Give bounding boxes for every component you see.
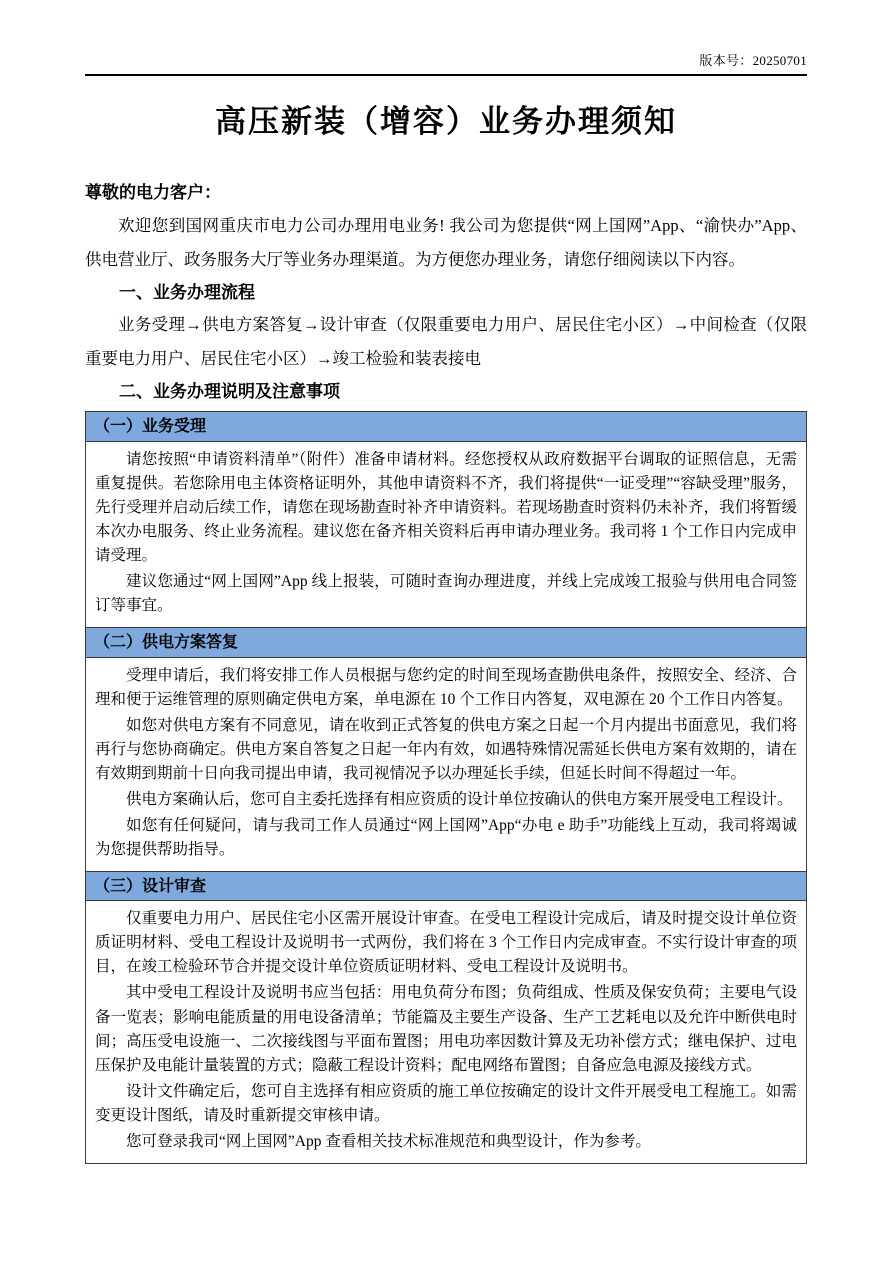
subsection-2-body <box>86 658 806 872</box>
paragraph: 受理申请后，我们将安排工作人员根据与您约定的时间至现场查勘供电条件，按照安全、经济、合理和便于运维管理的原则确定供电方案，单电源在 10 个工作日内答复，双电源在 20 个工作日内答复。 <box>95 666 797 708</box>
section-2-heading: 二、业务办理说明及注意事项 <box>119 381 340 401</box>
paragraph: 仅重要电力用户、居民住宅小区需开展设计审查。在受电工程设计完成后，请及时提交设计单位资质证明材料、受电工程设计及说明书一式两份，我们将在 3 个工作日内完成审查。不实行设计审查的项目，在竣工检验环节合并提交设计单位资质证明材料、受电工程设计及说明书。 <box>95 910 797 976</box>
paragraph: 建议您通过“网上国网”App 线上报装，可随时查询办理进度，并线上完成竣工报验与供用电合同签订等事宜。 <box>95 573 797 615</box>
header-rule <box>85 74 807 76</box>
page-title: 高压新装（增容）业务办理须知 <box>215 104 677 139</box>
subsection-1-header: （一）业务受理 <box>86 412 806 442</box>
subsections-table <box>85 411 807 1163</box>
process-flow-text: 业务受理→供电方案答复→设计审查（仅限重要电力用户、居民住宅小区）→中间检查（仅限重要电力用户、居民住宅小区）→竣工检验和装表接电 <box>85 315 807 369</box>
paragraph: 如您有任何疑问，请与我司工作人员通过“网上国网”App“办电 e 助手”功能线上互动，我司将竭诚为您提供帮助指导。 <box>95 816 797 858</box>
paragraph: 如您对供电方案有不同意见，请在收到正式答复的供电方案之日起一个月内提出书面意见，我们将再行与您协商确定。供电方案自答复之日起一年内有效，如遇特殊情况需延长供电方案有效期的，请在有效期到期前十日向我司提出申请，我司视情况予以办理延长手续，但延长时间不得超过一年。 <box>95 716 797 782</box>
intro-paragraph: 欢迎您到国网重庆市电力公司办理用电业务! 我公司为您提供“网上国网”App、“渝快办”App、供电营业厅、政务服务大厅等业务办理渠道。为方便您办理业务，请您仔细阅读以下内容。 <box>85 216 807 270</box>
paragraph: 请您按照“申请资料清单”（附件）准备申请材料。经您授权从政府数据平台调取的证照信息，无需重复提供。若您除用电主体资格证明外，其他申请资料不齐，我们将提供“一证受理”“容缺受理”服务，先行受理并启动后续工作，请您在现场勘查时补齐申请资料。若现场勘查时资料仍未补齐，我们将暂缓本次办电服务、终止业务流程。建议您在备齐相关资料后再申请办理业务。我司将 1 个工作日内完成申请受理。 <box>95 451 797 565</box>
subsection-1-body <box>86 442 806 628</box>
paragraph: 您可登录我司“网上国网”App 查看相关技术标准规范和典型设计，作为参考。 <box>126 1132 651 1150</box>
paragraph: 设计文件确定后，您可自主选择有相应资质的施工单位按确定的设计文件开展受电工程施工。如需变更设计图纸，请及时重新提交审核申请。 <box>95 1082 797 1124</box>
version-label: 版本号：20250701 <box>699 53 807 68</box>
section-1-heading: 一、业务办理流程 <box>119 282 255 302</box>
subsection-3-body <box>86 901 806 1162</box>
salutation: 尊敬的电力客户： <box>85 183 221 202</box>
paragraph: 其中受电工程设计及说明书应当包括：用电负荷分布图；负荷组成、性质及保安负荷；主要电气设备一览表；影响电能质量的用电设备清单；节能篇及主要生产设备、生产工艺耗电以及允许中断供电时间；高压受电设施一、二次接线图与平面布置图；用电功率因数计算及无功补偿方式；继电保护、过电压保护及电能计量装置的方式；隐蔽工程设计资料；配电网络布置图；自备应急电源及接线方式。 <box>95 984 797 1074</box>
subsection-2-header: （二）供电方案答复 <box>86 628 806 658</box>
subsection-3-header: （三）设计审查 <box>86 872 806 902</box>
paragraph: 供电方案确认后，您可自主委托选择有相应资质的设计单位按确认的供电方案开展受电工程设计。 <box>126 790 793 808</box>
